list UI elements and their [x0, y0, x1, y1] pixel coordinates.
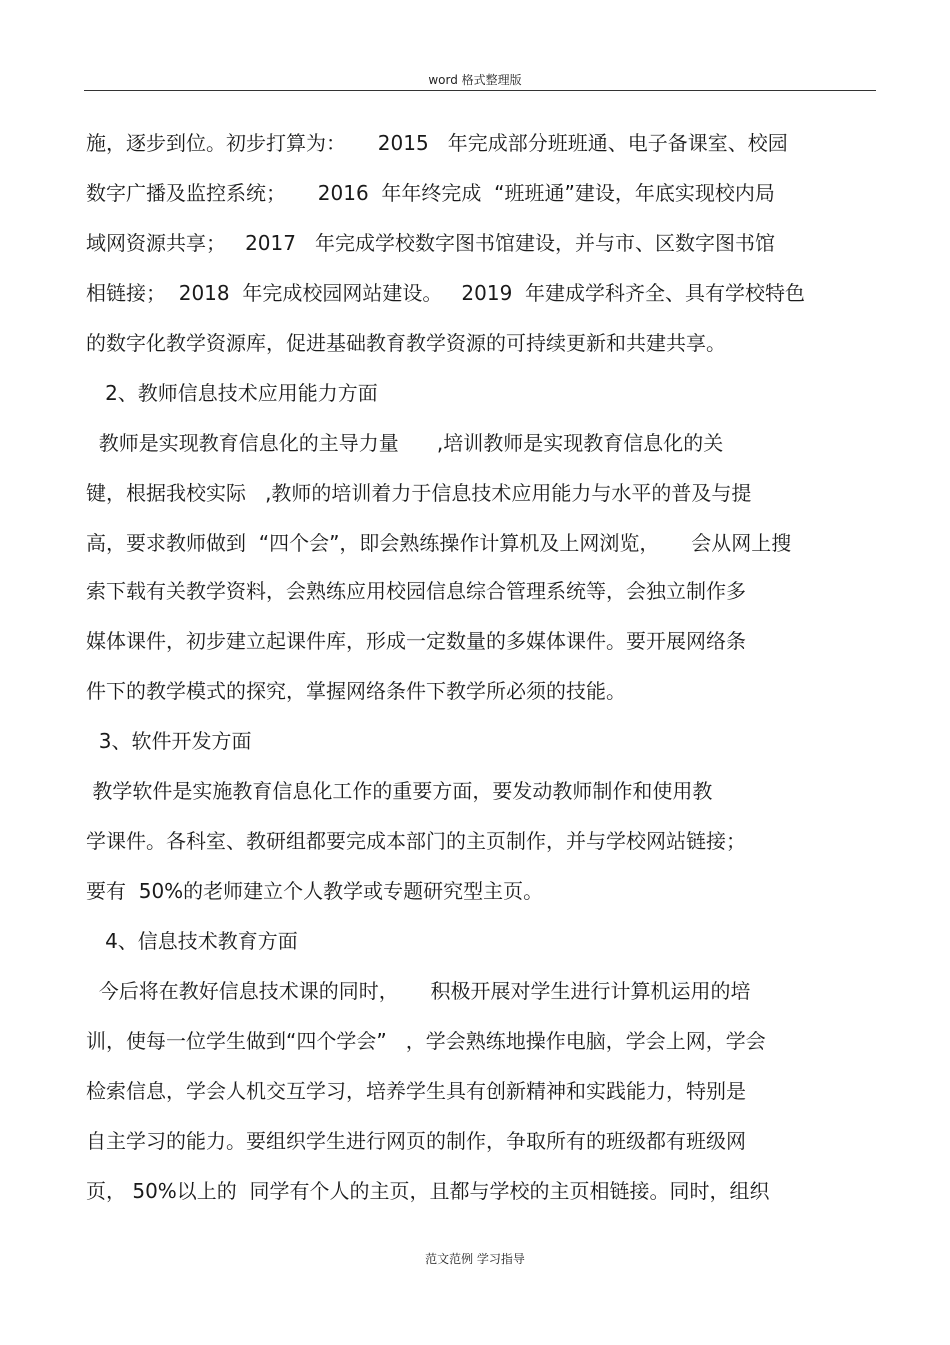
- text-line: 键，根据我校实际 ,教师的培训着力于信息技术应用能力与水平的普及与提: [86, 481, 752, 505]
- section-heading: 2、教师信息技术应用能力方面: [86, 381, 378, 405]
- text-line: 的数字化教学资源库，促进基础教育教学资源的可持续更新和共建共享。: [86, 331, 726, 355]
- text-line: 相链接； 2018 年完成校园网站建设。 2019 年建成学科齐全、具有学校特色: [86, 281, 806, 305]
- text-line: 媒体课件，初步建立起课件库，形成一定数量的多媒体课件。要开展网络条: [86, 629, 746, 653]
- text-line: 今后将在教好信息技术课的同时， 积极开展对学生进行计算机运用的培: [86, 979, 751, 1003]
- text-line: 检索信息，学会人机交互学习，培养学生具有创新精神和实践能力，特别是: [86, 1079, 746, 1103]
- text-line: 教学软件是实施教育信息化工作的重要方面，要发动教师制作和使用教: [86, 779, 713, 803]
- text-line: 数字广播及监控系统； 2016 年年终完成 “班班通”建设，年底实现校内局: [86, 181, 775, 205]
- text-line: 施，逐步到位。初步打算为： 2015 年完成部分班班通、电子备课室、校园: [86, 131, 788, 155]
- text-line: 学课件。各科室、教研组都要完成本部门的主页制作，并与学校网站链接；: [86, 829, 746, 853]
- page-header: word 格式整理版: [428, 73, 522, 87]
- section-heading: 3、软件开发方面: [86, 729, 252, 753]
- text-line: 教师是实现教育信息化的主导力量 ,培训教师是实现教育信息化的关: [86, 431, 724, 455]
- header-divider: [84, 90, 876, 91]
- text-line: 要有 50%的老师建立个人教学或专题研究型主页。: [86, 879, 544, 903]
- text-line: 页， 50%以上的 同学有个人的主页，且都与学校的主页相链接。同时，组织: [86, 1179, 770, 1203]
- text-line: 件下的教学模式的探究，掌握网络条件下教学所必须的技能。: [86, 679, 626, 703]
- text-line: 域网资源共享； 2017 年完成学校数字图书馆建设，并与市、区数字图书馆: [86, 231, 776, 255]
- text-line: 自主学习的能力。要组织学生进行网页的制作，争取所有的班级都有班级网: [86, 1129, 746, 1153]
- text-line: 高，要求教师做到 “四个会”，即会熟练操作计算机及上网浏览， 会从网上搜: [86, 531, 792, 555]
- page-footer: 范文范例 学习指导: [425, 1252, 525, 1266]
- section-heading: 4、信息技术教育方面: [86, 929, 298, 953]
- text-line: 索下载有关教学资料，会熟练应用校园信息综合管理系统等，会独立制作多: [86, 579, 746, 603]
- text-line: 训，使每一位学生做到“四个学会” ，学会熟练地操作电脑，学会上网，学会: [86, 1029, 766, 1053]
